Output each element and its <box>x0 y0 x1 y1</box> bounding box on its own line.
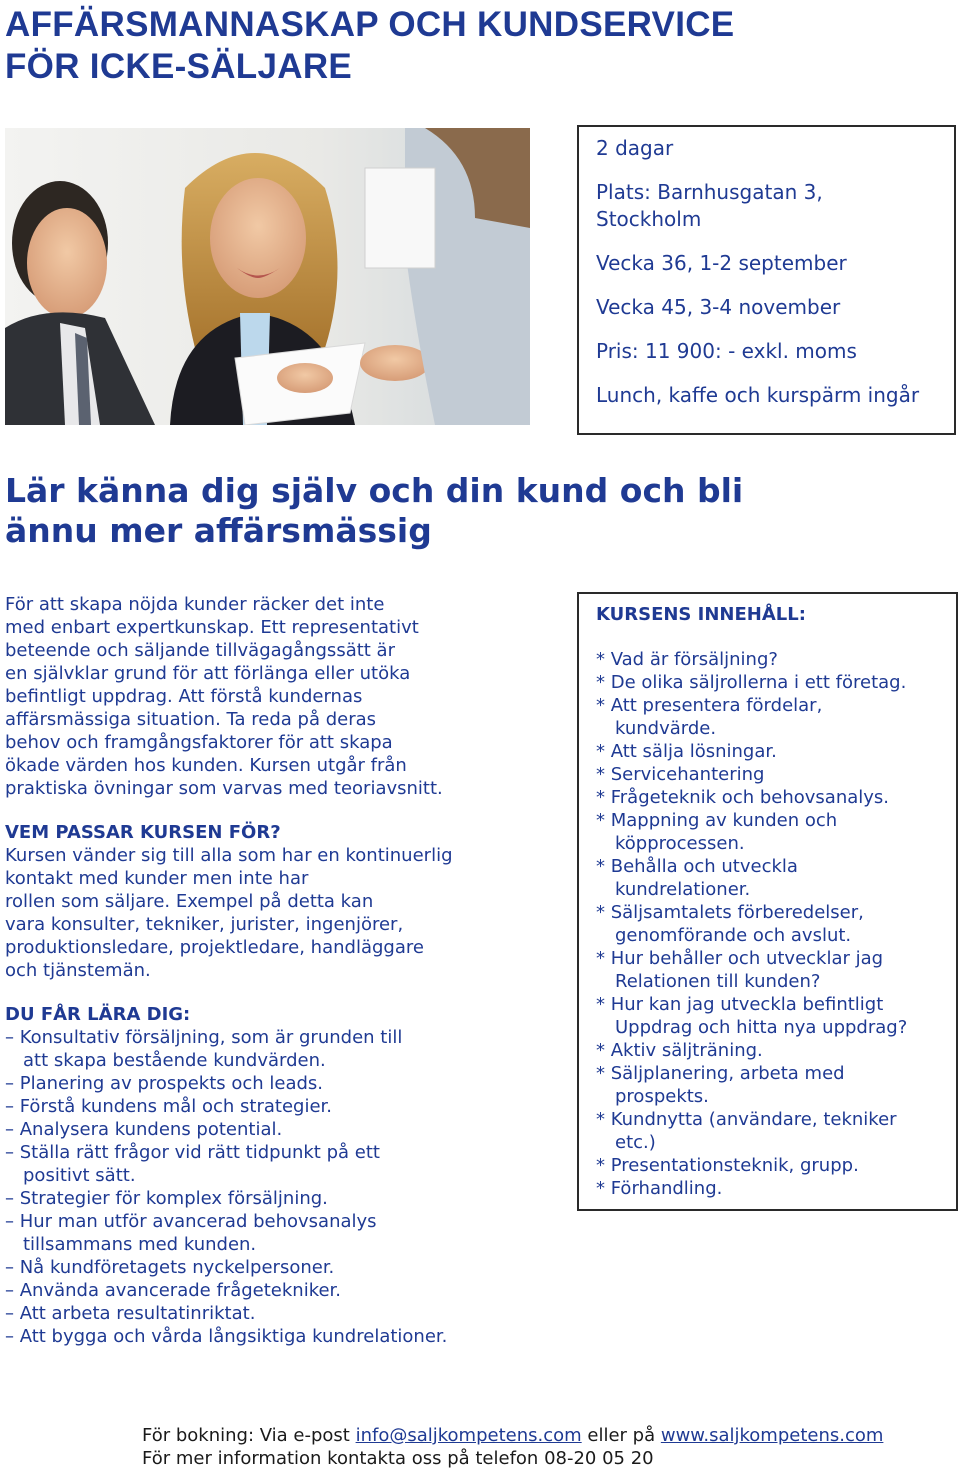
course-price: Pris: 11 900: - exkl. moms <box>596 339 857 363</box>
email-link[interactable]: info@saljkompetens.com <box>355 1425 582 1446</box>
audience-line: rollen som säljare. Exempel på detta kan <box>5 891 374 912</box>
intro-line: För att skapa nöjda kunder räcker det inte <box>5 594 385 615</box>
content-item-text: * Mappning av kunden och <box>596 810 838 831</box>
content-item: * Servicehantering <box>596 764 765 785</box>
content-item <box>596 855 956 901</box>
content-item-cont: köpprocessen. <box>615 833 745 854</box>
booking-line <box>142 1424 952 1447</box>
learn-item-cont: tillsammans med kunden. <box>23 1234 257 1255</box>
audience-line: Kursen vänder sig till alla som har en kontinuerlig <box>5 845 453 866</box>
content-item-cont: genomförande och avslut. <box>615 925 852 946</box>
content-item-cont: Relationen till kunden? <box>615 971 821 992</box>
content-item <box>596 694 956 740</box>
title-line-2: FÖR ICKE-SÄLJARE <box>5 47 353 86</box>
content-item <box>596 947 956 993</box>
audience-line: produktionsledare, projektledare, handläggare <box>5 937 424 958</box>
contact-line: För mer information kontakta oss på telefon 08-20 05 20 <box>142 1448 654 1469</box>
subtitle-line-1: Lär känna dig själv och din kund och bli <box>5 471 744 510</box>
learn-item-cont: positivt sätt. <box>23 1165 136 1186</box>
page-title <box>5 4 905 88</box>
audience-line: kontakt med kunder men inte har <box>5 868 309 889</box>
website-link[interactable]: www.saljkompetens.com <box>660 1425 884 1446</box>
learn-item <box>5 1141 565 1187</box>
learn-item: – Använda avancerade frågetekniker. <box>5 1280 342 1301</box>
content-item <box>596 1108 956 1154</box>
course-date-1: Vecka 36, 1-2 september <box>596 251 847 275</box>
content-item: * De olika säljrollerna i ett företag. <box>596 672 907 693</box>
subtitle-line-2: ännu mer affärsmässig <box>5 511 432 550</box>
photo-illustration <box>5 128 530 425</box>
content-item-text: * Hur behåller och utvecklar jag <box>596 948 884 969</box>
content-item-text: * Hur kan jag utveckla befintligt <box>596 994 884 1015</box>
content-item <box>596 993 956 1039</box>
learn-item: – Att bygga och vårda långsiktiga kundrelationer. <box>5 1326 448 1347</box>
page-subtitle <box>5 471 905 551</box>
learn-section <box>5 1003 565 1348</box>
content-item <box>596 901 956 947</box>
audience-section <box>5 821 565 982</box>
learn-heading: DU FÅR LÄRA DIG: <box>5 1004 191 1025</box>
title-line-1: AFFÄRSMANNASKAP OCH KUNDSERVICE <box>5 5 735 44</box>
learn-item: – Analysera kundens potential. <box>5 1119 283 1140</box>
course-place <box>596 179 954 233</box>
learn-item-text: – Ställa rätt frågor vid rätt tidpunkt på ett <box>5 1142 380 1163</box>
business-meeting-photo <box>5 128 530 425</box>
content-item <box>596 1062 956 1108</box>
course-place-line-2: Stockholm <box>596 207 702 231</box>
learn-item: – Att arbeta resultatinriktat. <box>5 1303 256 1324</box>
content-item-cont: kundvärde. <box>615 718 717 739</box>
content-item: * Förhandling. <box>596 1178 723 1199</box>
learn-item-cont: att skapa bestående kundvärden. <box>23 1050 326 1071</box>
learn-item-text: – Konsultativ försäljning, som är grunden till <box>5 1027 403 1048</box>
learn-item <box>5 1026 565 1072</box>
content-item-cont: prospekts. <box>615 1086 709 1107</box>
intro-paragraph <box>5 593 565 800</box>
intro-line: befintligt uppdrag. Att förstå kundernas <box>5 686 363 707</box>
course-info-box <box>577 125 956 435</box>
content-item: * Presentationsteknik, grupp. <box>596 1155 859 1176</box>
course-description <box>5 593 565 1348</box>
intro-line: praktiska övningar som varvas med teoriavsnitt. <box>5 778 443 799</box>
intro-line: beteende och säljande tillvägagångssätt är <box>5 640 395 661</box>
audience-line: vara konsulter, tekniker, jurister, ingenjörer, <box>5 914 404 935</box>
audience-heading: VEM PASSAR KURSEN FÖR? <box>5 822 281 843</box>
audience-line: och tjänstemän. <box>5 960 151 981</box>
course-included: Lunch, kaffe och kurspärm ingår <box>596 383 920 407</box>
content-item-text: * Att presentera fördelar, <box>596 695 823 716</box>
learn-item: – Nå kundföretagets nyckelpersoner. <box>5 1257 335 1278</box>
content-item-cont: kundrelationer. <box>615 879 751 900</box>
intro-line: affärsmässiga situation. Ta reda på deras <box>5 709 377 730</box>
content-item-text: * Säljsamtalets förberedelser, <box>596 902 864 923</box>
content-item: * Vad är försäljning? <box>596 649 778 670</box>
content-item: * Att sälja lösningar. <box>596 741 777 762</box>
booking-prefix: För bokning: Via e-post <box>142 1425 356 1446</box>
course-content-box <box>577 592 958 1211</box>
intro-line: en självklar grund för att förlänga eller utöka <box>5 663 411 684</box>
content-item <box>596 809 956 855</box>
learn-item: – Strategier för komplex försäljning. <box>5 1188 328 1209</box>
intro-line: med enbart expertkunskap. Ett representativt <box>5 617 419 638</box>
content-item-text: * Kundnytta (användare, tekniker <box>596 1109 897 1130</box>
course-duration: 2 dagar <box>596 136 674 160</box>
learn-item: – Planering av prospekts och leads. <box>5 1073 324 1094</box>
learn-item <box>5 1210 565 1256</box>
intro-line: behov och framgångsfaktorer för att skapa <box>5 732 393 753</box>
learn-item-text: – Hur man utför avancerad behovsanalys <box>5 1211 377 1232</box>
course-place-line-1: Plats: Barnhusgatan 3, <box>596 180 823 204</box>
footer <box>142 1424 952 1470</box>
learn-list <box>5 1026 565 1348</box>
course-content-list <box>596 648 956 1200</box>
learn-item: – Förstå kundens mål och strategier. <box>5 1096 333 1117</box>
course-date-2: Vecka 45, 3-4 november <box>596 295 841 319</box>
content-item: * Frågeteknik och behovsanalys. <box>596 787 890 808</box>
booking-middle: eller på <box>581 1425 661 1446</box>
content-item-text: * Behålla och utveckla <box>596 856 798 877</box>
content-item-cont: etc.) <box>615 1132 656 1153</box>
content-item-text: * Säljplanering, arbeta med <box>596 1063 845 1084</box>
course-content-heading: KURSENS INNEHÅLL: <box>596 604 806 625</box>
content-item: * Aktiv säljträning. <box>596 1040 763 1061</box>
content-item-cont: Uppdrag och hitta nya uppdrag? <box>615 1017 908 1038</box>
intro-line: ökade värden hos kunden. Kursen utgår från <box>5 755 407 776</box>
